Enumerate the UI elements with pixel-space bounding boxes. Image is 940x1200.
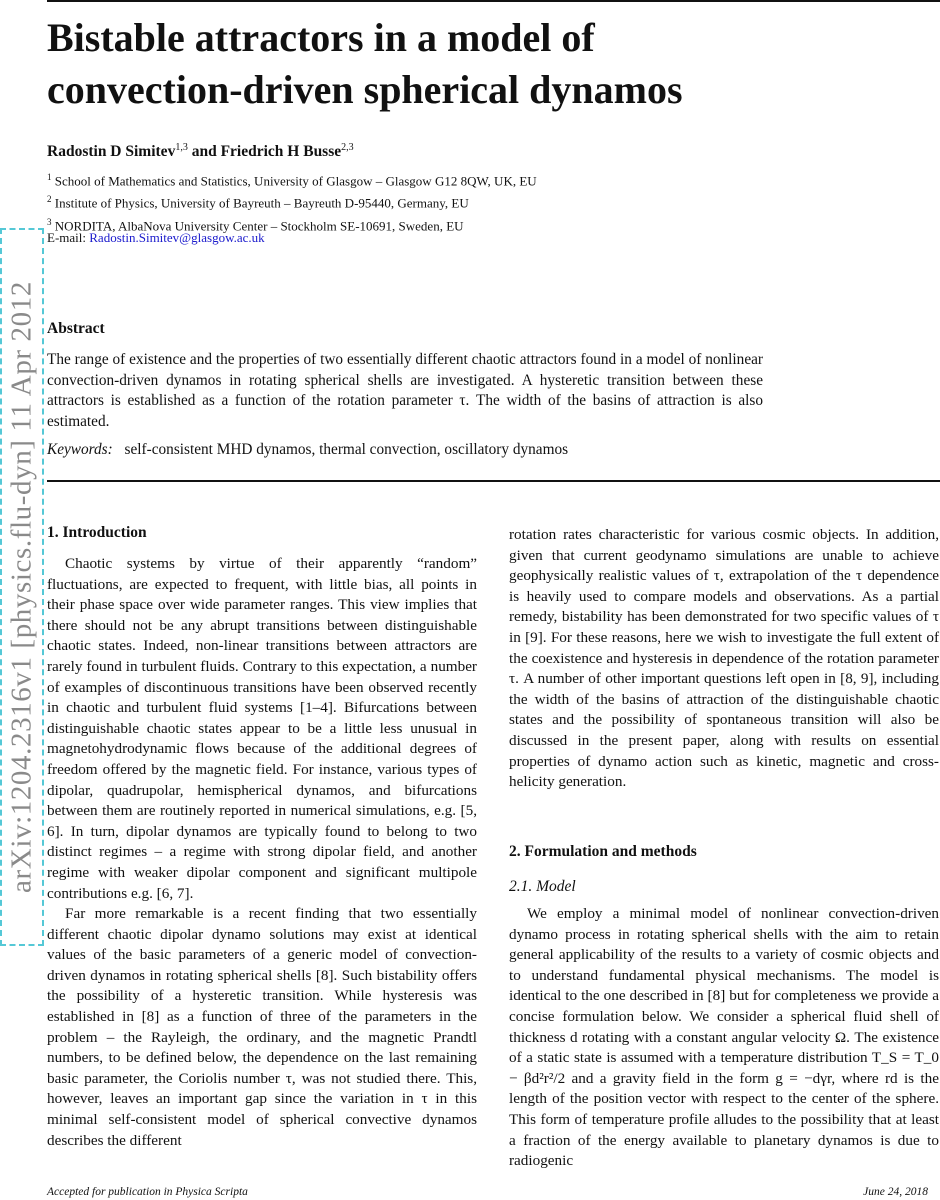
author-1-affil: 1,3 bbox=[175, 142, 188, 153]
section-2-heading: 2. Formulation and methods bbox=[509, 843, 697, 860]
left-column bbox=[47, 554, 477, 1151]
email-link[interactable]: Radostin.Simitev@glasgow.ac.uk bbox=[89, 230, 265, 245]
model-paragraph: We employ a minimal model of nonlinear convection-driven dynamo process in rotating spherical shells with the aim to retain general applicability of the results to a variety of cosmic objects and to understand fundamental physical mechanisms. The model is identical to the one described in [8] but for completeness we provide a concise formulation below. We consider a spherical fluid shell of thickness d rotating with a constant angular velocity Ω. The existence of a static state is assumed with a temperature distribution T_S = T_0 − βd²r²/2 and a gravity field in the form g = −dγr, where rd is the length of the position vector with respect to the center of the sphere. This form of temperature profile alludes to the possibility that at least a fraction of the energy available to planetary dynamos is due to radiogenic bbox=[509, 905, 939, 1170]
author-2-affil: 2,3 bbox=[341, 142, 354, 153]
section-1-heading: 1. Introduction bbox=[47, 524, 147, 541]
title-line-1: Bistable attractors in a model of bbox=[47, 15, 595, 60]
affiliation-number: 2 bbox=[47, 194, 52, 205]
affiliation-text: Institute of Physics, University of Bayreuth – Bayreuth D-95440, Germany, EU bbox=[54, 195, 469, 211]
author-list bbox=[47, 142, 354, 161]
affiliation-number: 3 bbox=[47, 216, 52, 227]
top-rule bbox=[47, 0, 940, 2]
keywords-text: self-consistent MHD dynamos, thermal convection, oscillatory dynamos bbox=[124, 441, 569, 458]
affiliation-1 bbox=[47, 168, 537, 190]
right-column-bottom bbox=[509, 904, 939, 1176]
keywords-label: Keywords: bbox=[47, 441, 113, 458]
affiliation-2 bbox=[47, 190, 537, 212]
intro-paragraph-2: Far more remarkable is a recent finding that two essentially different chaotic dipolar dynamo solutions may exist at identical values of the basic parameters of a generic model of convection-driven dynamos in rotating spherical shells [8]. Such bistability offers the possibility of a hysteretic transition. While hysteresis was established in [8] as a function of three of the parameters in the problem – the Rayleigh, the ordinary, and the magnetic Prandtl numbers, to be defined below, the dependence on the last remaining basic parameter, the Coriolis number τ, was not studied there. This, however, leaves an important gap since the variation in τ in this minimal self-consistent model of spherical convective dynamos describes the different bbox=[47, 905, 477, 1149]
author-1: Radostin D Simitev bbox=[47, 143, 176, 161]
footer-publication: Accepted for publication in Physica Scripta bbox=[47, 1186, 248, 1198]
arxiv-identifier: arXiv:1204.2316v1 [physics.flu-dyn] 11 Apr 2012 bbox=[5, 281, 38, 893]
author-conjunction: and bbox=[187, 143, 221, 161]
paper-title bbox=[47, 12, 927, 116]
affiliations bbox=[47, 168, 537, 235]
section-rule bbox=[47, 480, 940, 482]
abstract-heading: Abstract bbox=[47, 320, 105, 337]
footer-date: June 24, 2018 bbox=[863, 1186, 928, 1198]
affiliation-text: School of Mathematics and Statistics, University of Glasgow – Glasgow G12 8QW, UK, EU bbox=[54, 173, 537, 189]
email-label: E-mail: bbox=[47, 230, 90, 245]
keywords-line bbox=[47, 441, 568, 459]
email-line bbox=[47, 230, 265, 246]
intro-paragraph-continued: rotation rates characteristic for various cosmic objects. In addition, given that current geodynamo simulations are unable to achieve geophysically realistic values of τ, extrapolation of the τ dependence is heavily used to compare models and observations. As a partial remedy, bistability has been demonstrated for two specific values of τ in [9]. For these reasons, here we wish to investigate the full extent of the coexistence and hysteresis in dependence of the rotation parameter τ. A number of other important questions left open in [8, 9], including the width of the basins of attraction of the distinguishable chaotic states and the possibility of spontaneous transition will also be discussed in the present paper, along with results on essential properties of dynamo action such as kinetic, magnetic and cross-helicity generation. bbox=[509, 526, 939, 791]
affiliation-text: NORDITA, AlbaNova University Center – Stockholm SE-10691, Sweden, EU bbox=[54, 217, 464, 233]
abstract-text: The range of existence and the properties of two essentially different chaotic attractors found in a model of nonlinear convection-driven dynamos in rotating spherical shells are investigated. A hysteretic transition between these attractors is established as a function of the rotation parameter τ. The width of the basins of attraction is also estimated. bbox=[47, 351, 763, 430]
affiliation-number: 1 bbox=[47, 172, 52, 182]
subsection-2-1-heading: 2.1. Model bbox=[509, 878, 576, 895]
right-column-top bbox=[509, 525, 939, 793]
author-2: Friedrich H Busse bbox=[220, 143, 342, 161]
intro-paragraph-1: Chaotic systems by virtue of their apparently “random” fluctuations, are expected to frequent, with little bias, all points in their phase space over wide parameter ranges. This view implies that there should not be any abrupt transitions between distinguishable chaotic states. Indeed, non-linear transitions between attractors are rarely found in turbulent fluids. Contrary to this expectation, a number of examples of discontinuous transitions have been observed recently in chaotic and turbulent fluid systems [1–4]. Bifurcations between distinguishable chaotic states appear to be a little less unusual in magnetohydrodynamic flows because of the additional degrees of freedom offered by the magnetic field. For instance, various types of dipolar, quadrupolar, hemispherical dynamos, and bifurcations between them are routinely reported in numerical simulations, e.g. [5, 6]. In turn, dipolar dynamos are typically found to belong to two distinct regimes – a regime with strong dipolar field, and another regime with weaker dipolar component and significant multipole contributions e.g. [6, 7]. bbox=[47, 555, 477, 902]
title-line-2: convection-driven spherical dynamos bbox=[47, 67, 683, 112]
